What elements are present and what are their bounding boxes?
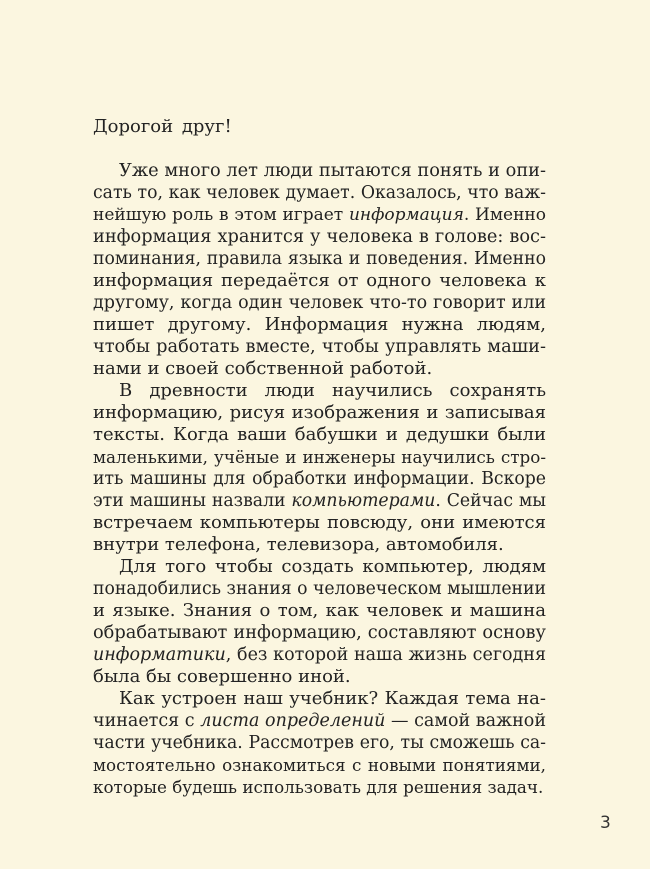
- text-segment: эти машины назвали: [93, 491, 292, 511]
- text-line: [93, 534, 546, 556]
- greeting: Дорогой друг!: [93, 116, 232, 137]
- text-line: [93, 600, 546, 622]
- text-segment: другому, когда один человек что-то говорит или: [93, 293, 546, 313]
- text-line: [93, 644, 546, 666]
- text-line: [93, 424, 546, 446]
- text-segment: обрабатывают информацию, составляют основу: [93, 623, 546, 643]
- text-segment: информация передаётся от одного человека к: [93, 270, 546, 291]
- text-segment: ить машины для обработки информации. Вскоре: [93, 469, 546, 489]
- text-segment: нейшую роль в этом играет: [93, 205, 349, 225]
- paragraph: [93, 556, 546, 688]
- body-text: [93, 160, 546, 798]
- text-line: [93, 182, 546, 204]
- text-line: [93, 380, 546, 402]
- text-line: [93, 556, 546, 578]
- text-line: [93, 468, 546, 490]
- text-segment: поминания, правила языка и поведения. Именно: [93, 249, 546, 269]
- text-segment: Как устроен наш учебник? Каждая тема на-: [119, 688, 546, 709]
- text-segment: . Именно: [463, 205, 546, 225]
- text-segment: которые будешь использовать для решения задач.: [93, 777, 544, 797]
- text-line: [93, 622, 546, 644]
- text-line: [93, 446, 546, 468]
- text-line: [93, 204, 546, 226]
- text-segment: нами и своей собственной работой.: [93, 358, 433, 379]
- text-line: [93, 512, 546, 534]
- text-line: [93, 710, 546, 732]
- text-segment: чинается с: [93, 711, 201, 731]
- text-line: [93, 754, 546, 776]
- text-segment: понадобились знания о человеческом мышлении: [93, 579, 547, 599]
- text-segment: Уже много лет люди пытаются понять и опи-: [119, 161, 546, 181]
- text-segment: . Сейчас мы: [435, 491, 546, 511]
- paragraph: [93, 380, 546, 556]
- paragraph: [93, 688, 546, 798]
- text-segment: была бы совершенно иной.: [93, 666, 351, 687]
- emphasized-term: информатики: [93, 645, 226, 665]
- text-segment: встречаем компьютеры повсюду, они имеются: [93, 512, 546, 533]
- text-line: [93, 226, 546, 248]
- text-line: [93, 358, 546, 380]
- text-segment: — самой важной: [385, 711, 546, 731]
- text-segment: чтобы работать вместе, чтобы управлять маши-: [93, 337, 546, 357]
- text-line: [93, 292, 546, 314]
- emphasized-term: информация: [348, 205, 464, 225]
- text-segment: внутри телефона, телевизора, автомобиля.: [93, 534, 504, 555]
- text-segment: информация хранится у человека в голове: вос-: [93, 227, 546, 247]
- text-segment: , без которой наша жизнь сегодня: [225, 645, 546, 665]
- text-line: [93, 314, 546, 336]
- text-line: [93, 402, 546, 424]
- text-segment: информацию, рисуя изображения и записывая: [93, 402, 546, 423]
- text-segment: тексты. Когда ваши бабушки и дедушки были: [93, 424, 546, 445]
- text-line: [93, 490, 546, 512]
- text-segment: и языке. Знания о том, как человек и машина: [93, 600, 546, 621]
- text-segment: маленькими, учёные и инженеры научились стро-: [93, 447, 546, 467]
- paragraph: [93, 160, 546, 380]
- page-number: 3: [600, 813, 611, 833]
- text-line: [93, 688, 546, 710]
- text-line: [93, 336, 546, 358]
- emphasized-term: листа определений: [200, 711, 386, 731]
- emphasized-term: компьютерами: [291, 491, 436, 511]
- text-segment: Для того чтобы создать компьютер, людям: [119, 556, 546, 577]
- text-line: [93, 732, 546, 754]
- text-segment: части учебника. Рассмотрев его, ты сможешь са-: [93, 733, 546, 753]
- text-segment: сать то, как человек думает. Оказалось, что важ-: [93, 183, 546, 203]
- text-line: [93, 578, 546, 600]
- text-line: [93, 160, 546, 182]
- text-segment: пишет другому. Информация нужна людям,: [93, 314, 546, 335]
- text-line: [93, 248, 546, 270]
- text-line: [93, 270, 546, 292]
- text-line: [93, 776, 546, 798]
- text-segment: мостоятельно ознакомиться с новыми понятиями,: [93, 755, 546, 775]
- text-segment: В древности люди научились сохранять: [119, 380, 546, 401]
- text-line: [93, 666, 546, 688]
